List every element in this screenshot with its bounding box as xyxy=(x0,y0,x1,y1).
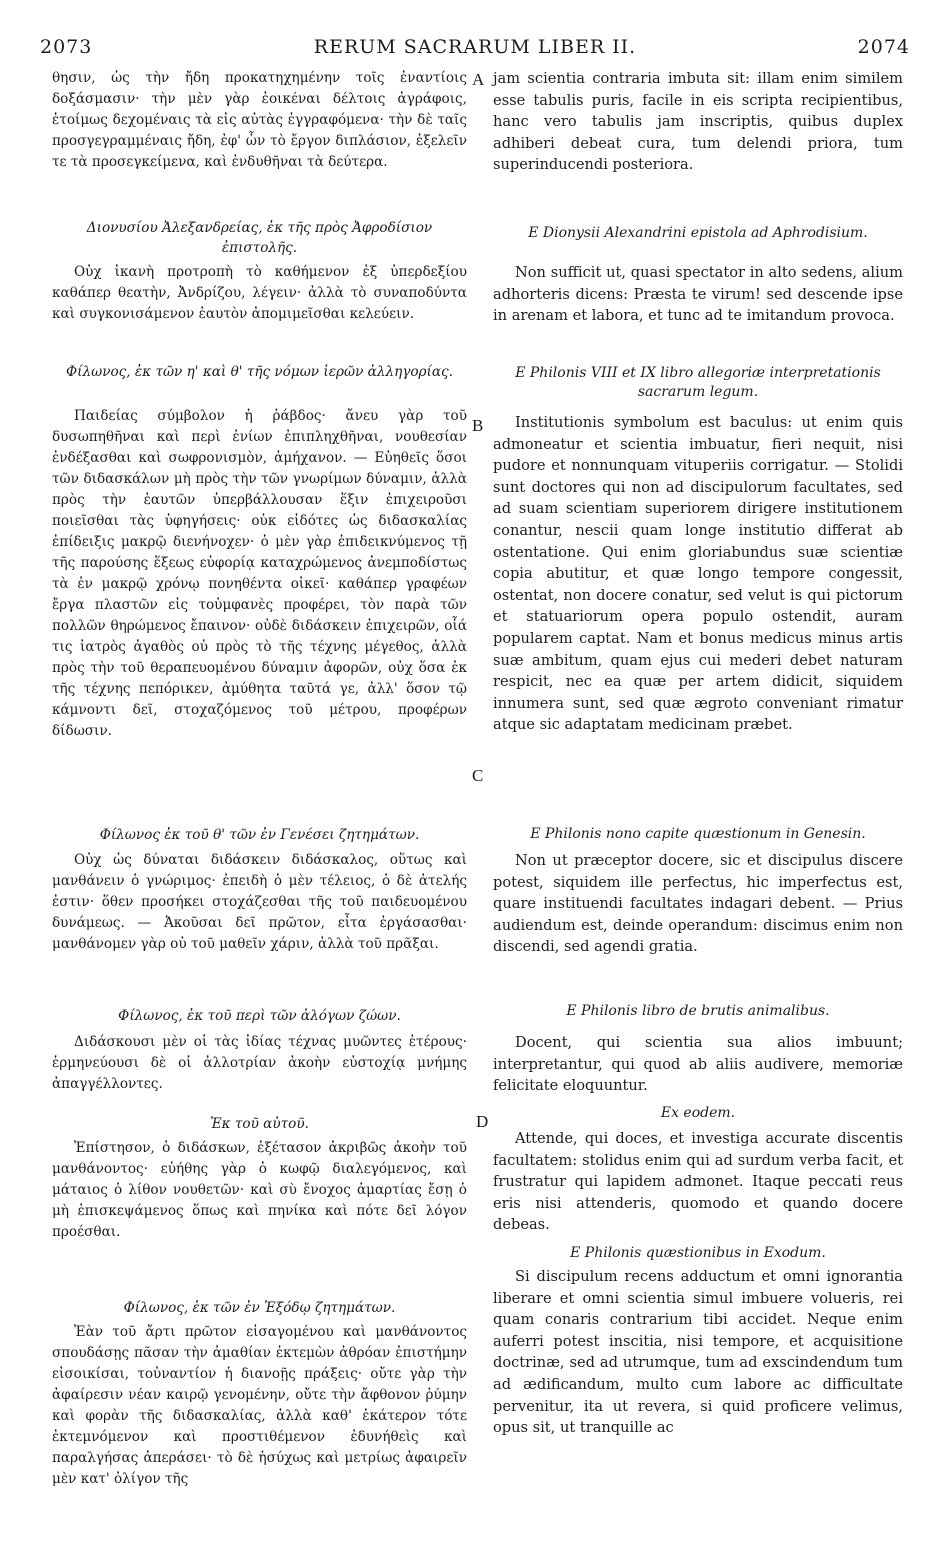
page-header xyxy=(40,36,910,60)
latin-paragraph: Si discipulum recens adductum et omni ignorantia liberare et omni scientia simul imbuere volueris, rei quam conaris contrarium tibi accidet. Neque enim auferri potest inscitia, nisi tempore, et acquisitione doctrinæ, sed ad utrumque, tum ad exscindendum tum ad ædificandum, multo cum labore ac difficultate pervenitur, ita ut revera, si quid proficere velimus, opus sit, ut tranquille ac xyxy=(493,1268,903,1437)
greek-paragraph: Οὐχ ὡς δύναται διδάσκειν διδάσκαλος, οὕτως καὶ μανθάνειν ὁ γνώριμος· ἐπειδὴ ὁ μὲν τέλειος, ὁ δὲ ἀτελής ἐστιν· ὅθεν προσήκει στοχάζεσθαι τῆς τοῦ παιδευομένου δυνάμεως. — Ἀκοῦσαι δεῖ πρῶτον, εἶτα ἐργάσασθαι· μανθάνομεν γὰρ οὐ τοῦ μαθεῖν χάριν, ἀλλὰ τοῦ πρᾶξαι. xyxy=(52,852,467,952)
latin-paragraph: Non ut præceptor docere, sic et discipulus discere potest, siquidem ille perfectus, hic imperfectus est, quare instituendi facultates indagari debent. — Prius audiendum est, deinde operandum: discimus enim non discendi, sed agendi gratia. xyxy=(493,852,903,956)
latin-section-heading: E Philonis VIII et IX libro allegoriæ interpretationis sacrarum legum. xyxy=(515,365,881,400)
greek-section-heading: Διονυσίου Ἀλεξανδρείας, ἐκ τῆς πρὸς Ἀφροδίσιον ἐπιστολῆς. xyxy=(86,220,433,256)
greek-section-heading: Φίλωνος ἐκ τοῦ θ' τῶν ἐν Γενέσει ζητημάτων. xyxy=(99,827,420,843)
latin-paragraph: Institutionis symbolum est baculus: ut enim quis admoneatur et scientia imbuatur, fieri nequit, nisi pudore et nonnunquam vituperiis corrigatur. — Stolidi sunt doctores qui non ad discipulorum facultates, sed ad suam scientiam superiorem dirigere institutionem conantur, nescii quam longe institutio differat ab ostentatione. Qui enim gloriabundus suæ scientiæ copia abutitur, et quæ longo tempore congessit, ostentat, non docere conatur, sed velut is qui pictorum et statuariorum opera populo ostendit, auram popularem captat. Nam et bonus medicus minus artis suæ ambitum, quam ejus cui mederi debet naturam respicit, nec ea quæ per artem didicit, siquidem innumera sunt, sed quæ ægroto conveniant rimatur atque sic adaptatam medicinam præbet. xyxy=(493,414,903,734)
latin-section-heading: Ex eodem. xyxy=(660,1105,736,1121)
greek-paragraph: θησιν, ὡς τὴν ἤδη προκατηχημένην τοῖς ἐναντίοις δοξάσμασιν· τὴν μὲν γὰρ ἐοικέναι δέλτοις ἀγράφοις, ἑτοίμως δεχομέναις τὰ εἰς αὐτὰς ἐγγραφόμενα· τὴν δὲ ταῖς προσγεγραμμέναις ἤδη, ἐφ' ὧν τὸ ἔργον διπλάσιον, ἐξελεῖν τε τὰ προσεγκείμενα, καὶ ἐνδυθῆναι τὰ δεύτερα. xyxy=(52,70,467,170)
greek-section-heading: Φίλωνος, ἐκ τῶν ἐν Ἐξόδῳ ζητημάτων. xyxy=(123,1300,396,1316)
left-page-number: 2073 xyxy=(40,36,93,58)
greek-section-heading: Φίλωνος, ἐκ τοῦ περὶ τῶν ἀλόγων ζώων. xyxy=(118,1008,401,1024)
greek-paragraph: Ἐὰν τοῦ ἄρτι πρῶτον εἰσαγομένου καὶ μανθάνοντος σπουδάσῃς πᾶσαν τὴν ἀμαθίαν ἐκτεμὼν ἀθρόαν ἐπιστήμην εἰσοικίσαι, τοὐναντίον ἡ διανοῇς πράξεις· οὔτε γὰρ τὴν ἀφαίρεσιν νέαν καιρῷ γενομένην, οὔτε τὴν ἄφθονον ῥύμην καὶ φορὰν τῆς διδασκαλίας, ἀλλὰ καθ' ἑκάτερον τότε ἐκτεμνόμενον καὶ προστιθέμενον ἐδυνήθεὶς καὶ παραλγήσας ἀπεράσει· τὸ δὲ ἡσύχως καὶ μετρίως ἀφαιρεῖν μὲν κατ' ὀλίγον τῆς xyxy=(52,1324,467,1487)
margin-marker-b: B xyxy=(472,416,484,435)
greek-section-heading: Ἐκ τοῦ αὐτοῦ. xyxy=(210,1116,309,1132)
latin-paragraph: Docent, qui scientia sua alios imbuunt; interpretantur, qui quod ab aliis audivere, memoriæ felicitate eloquuntur. xyxy=(493,1034,903,1095)
latin-paragraph: Non sufficit ut, quasi spectator in alto sedens, alium adhorteris dicens: Præsta te virum! sed descende ipse in arenam et labora, et tunc ad te imitandum provoca. xyxy=(493,264,903,325)
greek-paragraph: Παιδείας σύμβολον ἡ ῥάβδος· ἄνευ γὰρ τοῦ δυσωπηθῆναι καὶ περὶ ἐνίων ἐπιπληχθῆναι, νουθεσίαν ἐνδέξασθαι καὶ σωφρονισμὸν, ἀμήχανον. — Εὐηθεῖς ὅσοι τῶν διδασκάλων μὴ πρὸς τὴν τῶν γνωρίμων δύναμιν, ἀλλὰ πρὸς τὴν ἑαυτῶν ὑπερβάλλουσαν ἕξιν ἐπιχειροῦσι ποιεῖσθαι τὰς ὑφηγήσεις· οὐκ εἰδότες ὡς διδασκαλίας ἐπίδειξις μακρῷ διενήνοχεν· ὁ μὲν γὰρ ἐπιδεικνύμενος τῇ τῆς παρούσης ἕξεως εὐφορίᾳ καταχρώμενος ἀνεμποδίστως τὰ ἐν μακρῷ χρόνῳ πονηθέντα οἰκεῖ· καθάπερ γραφέων ἔργα πλαστῶν εἰς τοὐμφανὲς προφέρει, τὸν παρὰ τῶν πολλῶν θηρώμενος ἔπαινον· οὐδὲ διδάσκειν ἐπιχειρῶν, οἷά τις ἰατρὸς ἀγαθὸς οὐ πρὸς τὸ τῆς τέχνης μέγεθος, ἀλλὰ πρὸς τὴν τοῦ θεραπευομένου δύναμιν ἀφορῶν, οὐχ ὅσα ἐκ τῆς τέχνης πεπόρικεν, ἀμύθητα ταῦτά γε, ἀλλ' ὅσον τῷ κάμνοντι δεῖ, στοχαζόμενος τοῦ μέτρου, προφέρων δίδωσιν. xyxy=(52,408,467,739)
margin-marker-c: C xyxy=(472,766,484,785)
latin-section-heading: E Philonis quæstionibus in Exodum. xyxy=(570,1245,826,1261)
latin-paragraph: jam scientia contraria imbuta sit: illam enim similem esse tabulis puris, facile in eis scripta recipientibus, hanc vero tabulis jam inscriptis, quibus duplex adhiberi debeat cura, tum delendi priora, tum superinducendi posteriora. xyxy=(493,70,903,174)
right-page-number: 2074 xyxy=(857,36,910,58)
greek-paragraph: Διδάσκουσι μὲν οἱ τὰς ἰδίας τέχνας μυῶντες ἑτέρους· ἑρμηνεύουσι δὲ οἱ ἀλλοτρίαν ἀκοὴν εὐστοχίᾳ μνήμης ἀπαγγέλλοντες. xyxy=(52,1034,467,1092)
running-title: RERUM SACRARUM LIBER II. xyxy=(313,36,637,58)
margin-marker-d: D xyxy=(476,1112,489,1131)
latin-paragraph: Attende, qui doces, et investiga accurate discentis facultatem: stolidus enim qui ad surdum verba facit, et frustratur qui lapidem admonet. Itaque peccati reus eris nisi attenderis, quomodo et quando docere debeas. xyxy=(493,1130,903,1234)
latin-section-heading: E Philonis nono capite quæstionum in Genesin. xyxy=(530,826,866,842)
greek-paragraph: Οὐχ ἱκανὴ προτροπὴ τὸ καθήμενον ἐξ ὑπερδεξίου καθάπερ θεατὴν, Ἀνδρίζου, λέγειν· ἀλλὰ τὸ συναποδύντα καὶ συγκονισάμενον ἑαυτὸν ἀπομιμεῖσθαι κελεύειν. xyxy=(52,264,467,322)
greek-section-heading: Φίλωνος, ἐκ τῶν η' καὶ θ' τῆς νόμων ἱερῶν ἀλληγορίας. xyxy=(66,364,453,380)
latin-section-heading: E Dionysii Alexandrini epistola ad Aphrodisium. xyxy=(528,225,868,241)
latin-section-heading: E Philonis libro de brutis animalibus. xyxy=(566,1003,830,1019)
greek-paragraph: Ἐπίστησον, ὁ διδάσκων, ἐξέτασον ἀκριβῶς ἀκοὴν τοῦ μανθάνοντος· εὐήθης γὰρ ὁ κωφῷ διαλεγόμενος, καὶ μάταιος ὁ λίθον νουθετῶν· καὶ σὺ ἔνοχος ἁμαρτίας ἔσῃ ὁ μὴ ἐπισκεψάμενος ὅπως καὶ πηνίκα καὶ πότε δεῖ λόγον προέσθαι. xyxy=(52,1140,467,1240)
margin-marker-a: A xyxy=(472,70,485,89)
